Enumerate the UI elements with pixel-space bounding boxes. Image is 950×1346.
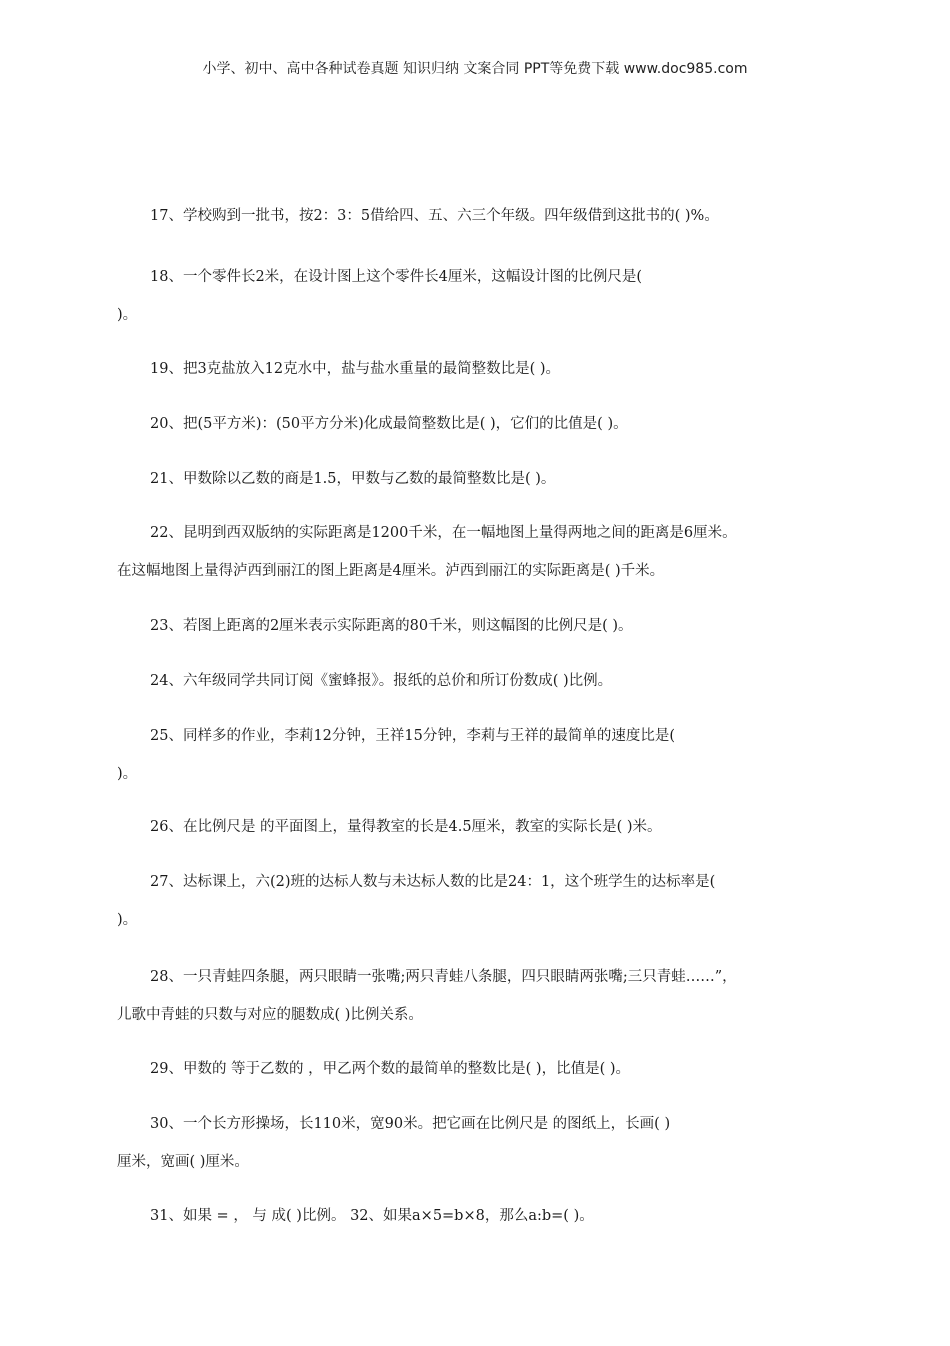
question-19 <box>117 350 837 388</box>
question-line: )。 <box>117 307 138 323</box>
question-24 <box>117 662 837 700</box>
question-21 <box>117 460 837 498</box>
question-line: 20、把(5平方米)：(50平方分米)化成最简整数比是( )，它们的比值是( )。 <box>150 416 628 432</box>
question-line: )。 <box>117 912 138 928</box>
question-line: 31、如果 = ， 与 成( )比例。 32、如果a×5=b×8，那么a:b=( )。 <box>150 1208 594 1224</box>
question-29 <box>117 1050 837 1088</box>
question-18 <box>117 258 837 334</box>
question-line: )。 <box>117 766 138 782</box>
question-25 <box>117 717 837 793</box>
question-20 <box>117 405 837 443</box>
question-line: 儿歌中青蛙的只数与对应的腿数成( )比例关系。 <box>117 1007 423 1023</box>
question-27 <box>117 863 837 939</box>
question-line: 26、在比例尺是 的平面图上，量得教室的长是4.5厘米，教室的实际长是( )米。 <box>150 819 662 835</box>
question-line: 22、昆明到西双版纳的实际距离是1200千米，在一幅地图上量得两地之间的距离是6厘米。 <box>150 525 737 541</box>
question-line: 21、甲数除以乙数的商是1.5，甲数与乙数的最简整数比是( )。 <box>150 471 556 487</box>
question-line: 30、一个长方形操场，长110米，宽90米。把它画在比例尺是 的图纸上，长画( ) <box>150 1116 671 1132</box>
question-line: 28、一只青蛙四条腿，两只眼睛一张嘴;两只青蛙八条腿，四只眼睛两张嘴;三只青蛙……”， <box>150 969 737 985</box>
question-26 <box>117 808 837 846</box>
question-line: 18、一个零件长2米，在设计图上这个零件长4厘米，这幅设计图的比例尺是( <box>150 269 643 285</box>
question-17 <box>117 197 837 235</box>
page-header: 小学、初中、高中各种试卷真题 知识归纳 文案合同 PPT等免费下载 www.doc985.com <box>202 61 748 77</box>
question-line: 24、六年级同学共同订阅《蜜蜂报》。报纸的总价和所订份数成( )比例。 <box>150 673 613 689</box>
question-line: 25、同样多的作业，李莉12分钟，王祥15分钟，李莉与王祥的最简单的速度比是( <box>150 728 676 744</box>
question-23 <box>117 607 837 645</box>
question-line: 在这幅地图上量得泸西到丽江的图上距离是4厘米。泸西到丽江的实际距离是( )千米。 <box>117 563 665 579</box>
question-line: 29、甲数的 等于乙数的 ，甲乙两个数的最简单的整数比是( )，比值是( )。 <box>150 1061 631 1077</box>
question-line: 19、把3克盐放入12克水中，盐与盐水重量的最简整数比是( )。 <box>150 361 561 377</box>
question-line: 17、学校购到一批书，按2：3：5借给四、五、六三个年级。四年级借到这批书的( )%。 <box>150 208 719 224</box>
question-line: 厘米，宽画( )厘米。 <box>117 1154 249 1170</box>
question-31-32 <box>117 1197 837 1235</box>
question-28 <box>117 958 837 1034</box>
question-22 <box>117 514 837 590</box>
question-line: 23、若图上距离的2厘米表示实际距离的80千米，则这幅图的比例尺是( )。 <box>150 618 633 634</box>
question-30 <box>117 1105 837 1181</box>
question-line: 27、达标课上，六(2)班的达标人数与未达标人数的比是24：1，这个班学生的达标率是( <box>150 874 716 890</box>
